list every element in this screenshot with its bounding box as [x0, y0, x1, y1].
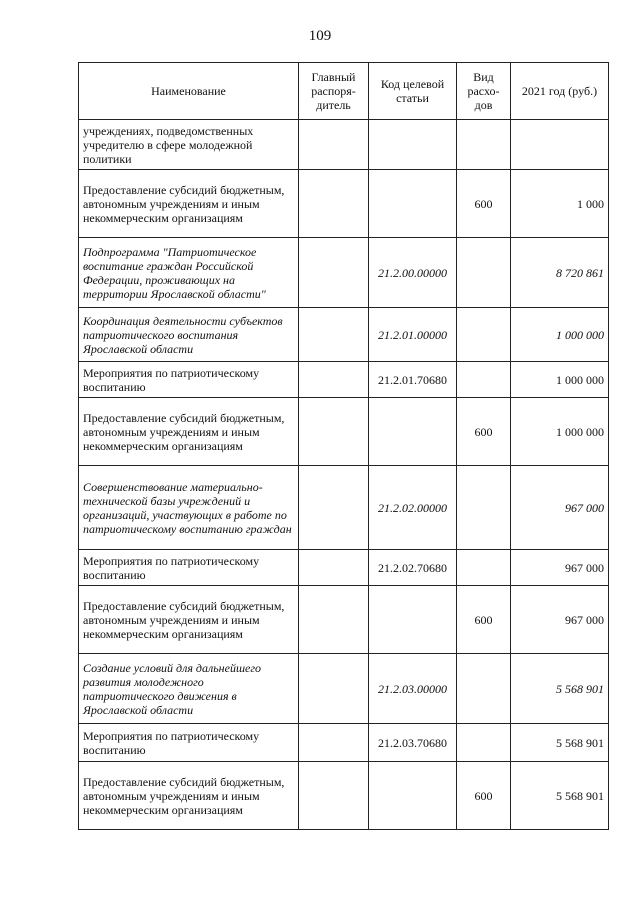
row-vid-cell — [457, 362, 511, 398]
header-vid: Вид расхо-дов — [457, 63, 511, 120]
table-row — [79, 550, 609, 586]
row-manager-cell — [299, 308, 369, 362]
row-name-cell: Создание условий для дальнейшего развития молодежного патриотического движения в Ярославской области — [79, 654, 299, 724]
row-manager-cell — [299, 238, 369, 308]
header-amount: 2021 год (руб.) — [511, 63, 609, 120]
table-row — [79, 724, 609, 762]
row-manager-cell — [299, 362, 369, 398]
row-code-cell: 21.2.01.70680 — [369, 362, 457, 398]
row-amount-cell: 5 568 901 — [511, 724, 609, 762]
row-manager-cell — [299, 466, 369, 550]
header-manager: Главный распоря-дитель — [299, 63, 369, 120]
row-amount-cell: 8 720 861 — [511, 238, 609, 308]
row-name-cell: Мероприятия по патриотическому воспитанию — [79, 550, 299, 586]
row-amount-cell: 5 568 901 — [511, 654, 609, 724]
row-vid-cell — [457, 120, 511, 170]
row-manager-cell — [299, 120, 369, 170]
row-manager-cell — [299, 550, 369, 586]
table-row — [79, 120, 609, 170]
header-name: Наименование — [79, 63, 299, 120]
row-code-cell — [369, 398, 457, 466]
table-row — [79, 238, 609, 308]
table-row — [79, 308, 609, 362]
row-vid-cell — [457, 550, 511, 586]
row-name-cell: Координация деятельности субъектов патриотического воспитания Ярославской области — [79, 308, 299, 362]
row-name-cell: Совершенствование материально-технической базы учреждений и организаций, участвующих в работе по патриотическому воспитанию граждан — [79, 466, 299, 550]
row-amount-cell: 967 000 — [511, 550, 609, 586]
row-vid-cell — [457, 466, 511, 550]
row-code-cell — [369, 170, 457, 238]
row-amount-cell — [511, 120, 609, 170]
table-row — [79, 762, 609, 830]
row-name-cell: Предоставление субсидий бюджетным, автономным учреждениям и иным некоммерческим организациям — [79, 762, 299, 830]
row-name-cell: Мероприятия по патриотическому воспитанию — [79, 724, 299, 762]
row-code-cell: 21.2.00.00000 — [369, 238, 457, 308]
row-code-cell: 21.2.03.70680 — [369, 724, 457, 762]
row-code-cell — [369, 762, 457, 830]
row-name-cell: Предоставление субсидий бюджетным, автономным учреждениям и иным некоммерческим организациям — [79, 398, 299, 466]
row-vid-cell — [457, 654, 511, 724]
row-name-cell: Подпрограмма "Патриотическое воспитание граждан Российской Федерации, проживающих на территории Ярославской области" — [79, 238, 299, 308]
row-manager-cell — [299, 762, 369, 830]
row-manager-cell — [299, 654, 369, 724]
row-manager-cell — [299, 398, 369, 466]
row-vid-cell: 600 — [457, 762, 511, 830]
page-number: 109 — [308, 28, 332, 44]
row-vid-cell: 600 — [457, 398, 511, 466]
row-code-cell: 21.2.03.00000 — [369, 654, 457, 724]
table-body — [79, 120, 609, 830]
row-vid-cell — [457, 724, 511, 762]
row-amount-cell: 5 568 901 — [511, 762, 609, 830]
row-amount-cell: 967 000 — [511, 586, 609, 654]
table-header-row — [79, 63, 609, 120]
row-manager-cell — [299, 586, 369, 654]
row-amount-cell: 1 000 000 — [511, 362, 609, 398]
row-name-cell: учреждениях, подведомственных учредителю в сфере молодежной политики — [79, 120, 299, 170]
budget-table — [78, 62, 609, 830]
row-name-cell: Предоставление субсидий бюджетным, автономным учреждениям и иным некоммерческим организациям — [79, 170, 299, 238]
row-amount-cell: 1 000 000 — [511, 398, 609, 466]
row-code-cell — [369, 586, 457, 654]
row-amount-cell: 1 000 000 — [511, 308, 609, 362]
row-name-cell: Мероприятия по патриотическому воспитанию — [79, 362, 299, 398]
row-vid-cell — [457, 238, 511, 308]
row-vid-cell: 600 — [457, 586, 511, 654]
table-row — [79, 170, 609, 238]
row-vid-cell — [457, 308, 511, 362]
row-code-cell: 21.2.02.00000 — [369, 466, 457, 550]
row-amount-cell: 1 000 — [511, 170, 609, 238]
row-manager-cell — [299, 724, 369, 762]
table-row — [79, 362, 609, 398]
row-amount-cell: 967 000 — [511, 466, 609, 550]
row-code-cell — [369, 120, 457, 170]
table-row — [79, 586, 609, 654]
table-row — [79, 654, 609, 724]
header-code: Код целевой статьи — [369, 63, 457, 120]
table-row — [79, 466, 609, 550]
row-code-cell: 21.2.01.00000 — [369, 308, 457, 362]
row-vid-cell: 600 — [457, 170, 511, 238]
row-code-cell: 21.2.02.70680 — [369, 550, 457, 586]
table-row — [79, 398, 609, 466]
row-name-cell: Предоставление субсидий бюджетным, автономным учреждениям и иным некоммерческим организациям — [79, 586, 299, 654]
row-manager-cell — [299, 170, 369, 238]
